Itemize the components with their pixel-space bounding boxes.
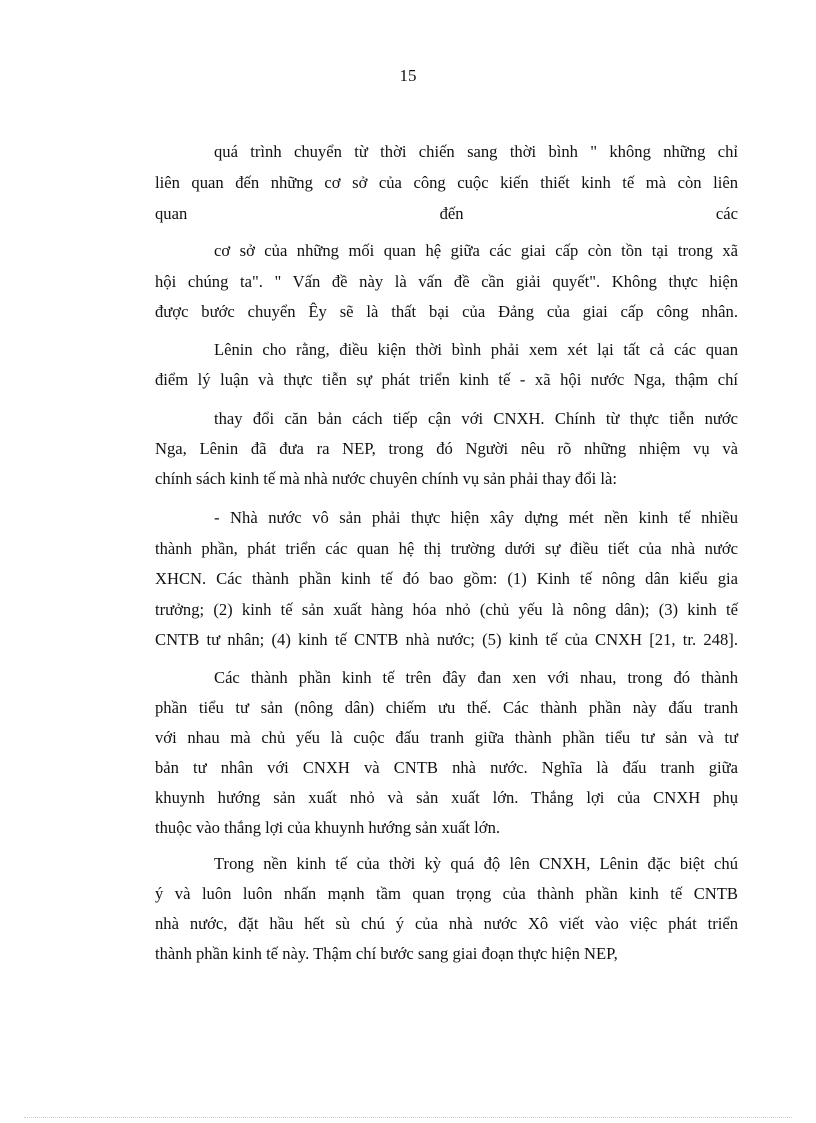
text-line: Các thành phần kinh tế trên đây đan xen với nhau, trong đó thành <box>214 668 738 687</box>
text-line: cơ sở của những mối quan hệ giữa các giai cấp còn tồn tại trong xã <box>214 241 738 260</box>
text-line: - Nhà nước vô sản phải thực hiện xây dựng mét nền kinh tế nhiều <box>214 508 738 527</box>
text-line: thay đổi căn bản cách tiếp cận với CNXH. Chính từ thực tiễn nước <box>214 409 738 428</box>
text-line: bản tư nhân với CNXH và CNTB nhà nước. Nghĩa là đấu tranh giữa <box>155 758 738 777</box>
text-line: CNTB tư nhân; (4) kinh tế CNTB nhà nước; (5) kinh tế của CNXH [21, tr. 248]. <box>155 630 738 649</box>
text-line: chính sách kinh tế mà nhà nước chuyên chính vụ sản phải thay đổi là: <box>155 469 617 488</box>
text-line: quá trình chuyển từ thời chiến sang thời bình " không những chỉ <box>214 142 738 161</box>
text-line: Lênin cho rằng, điều kiện thời bình phải xem xét lại tất cả các quan <box>214 340 738 359</box>
text-line: khuynh hướng sản xuất nhỏ và sản xuất lớn. Thắng lợi của CNXH phụ <box>155 788 738 807</box>
text-line: hội chúng ta". " Vấn đề này là vấn đề cần giải quyết". Không thực hiện <box>155 272 738 291</box>
text-line: XHCN. Các thành phần kinh tế đó bao gồm: (1) Kinh tế nông dân kiểu gia <box>155 569 738 588</box>
text-line: Nga, Lênin đã đưa ra NEP, trong đó Người nêu rõ những nhiệm vụ và <box>155 439 738 458</box>
text-line: liên quan đến những cơ sở của công cuộc kiến thiết kinh tế mà còn liên <box>155 173 738 192</box>
text-line: thành phần, phát triển các quan hệ thị trường dưới sự điều tiết của nhà nước <box>155 539 738 558</box>
text-line: trưởng; (2) kinh tế sản xuất hàng hóa nhỏ (chủ yếu là nông dân); (3) kinh tế <box>155 600 738 619</box>
page-number: 15 <box>399 66 417 85</box>
text-line: ý và luôn luôn nhấn mạnh tầm quan trọng của thành phần kinh tế CNTB <box>155 884 738 903</box>
text-line: được bước chuyển Êy sẽ là thất bại của Đảng của giai cấp công nhân. <box>155 302 738 321</box>
text-line: thuộc vào thắng lợi của khuynh hướng sản xuất lớn. <box>155 818 501 837</box>
text-line: nhà nước, đặt hầu hết sù chú ý của nhà nước Xô viết vào việc phát triển <box>155 914 738 933</box>
text-line: với nhau mà chủ yếu là cuộc đấu tranh giữa thành phần tiểu tư sản và tư <box>155 728 738 747</box>
text-line: điểm lý luận và thực tiễn sự phát triển kinh tế - xã hội nước Nga, thậm chí <box>155 370 738 389</box>
text-line: Trong nền kinh tế của thời kỳ quá độ lên CNXH, Lênin đặc biệt chú <box>214 854 738 873</box>
text-line: thành phần kinh tế này. Thậm chí bước sang giai đoạn thực hiện NEP, <box>155 944 618 963</box>
text-line: phần tiểu tư sản (nông dân) chiếm ưu thế. Các thành phần này đấu tranh <box>155 698 738 717</box>
page-edge-divider <box>24 1117 792 1118</box>
text-line: quan đến các <box>155 204 738 223</box>
